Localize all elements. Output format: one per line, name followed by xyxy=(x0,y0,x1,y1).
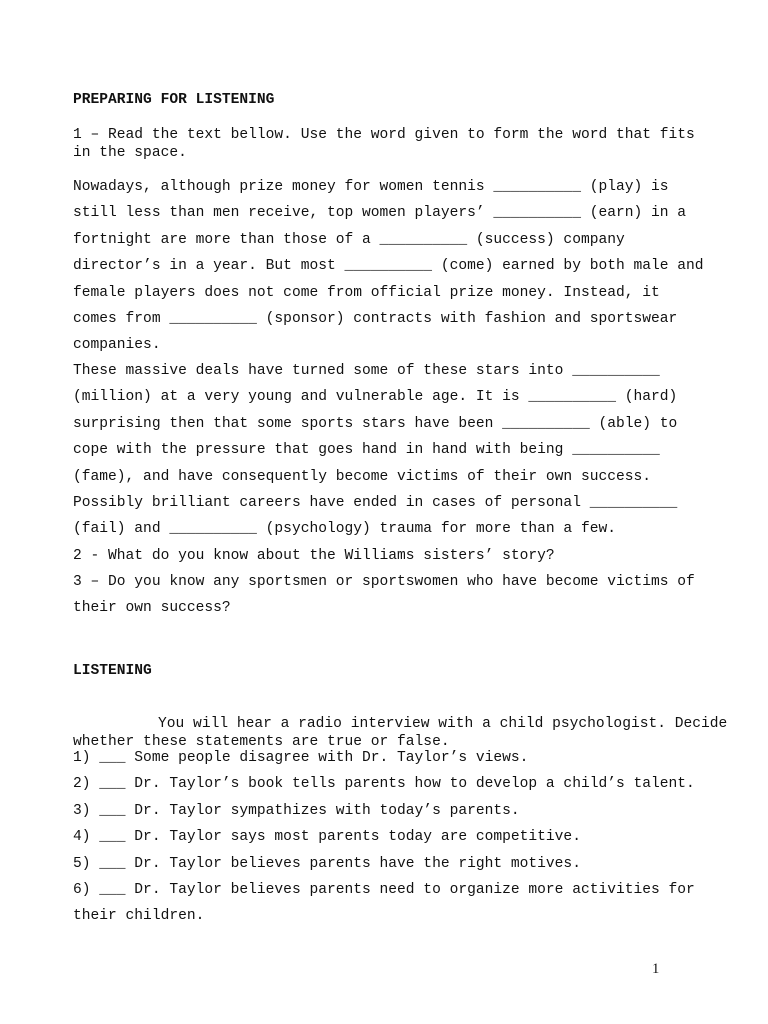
statement-6: 6) ___ Dr. Taylor believes parents need to organize more activities for their children. xyxy=(73,882,695,925)
statement-3: 3) ___ Dr. Taylor sympathizes with today’s parents. xyxy=(73,803,520,819)
task-1-instruction: 1 – Read the text bellow. Use the word given to form the word that fits in the space. xyxy=(73,127,695,161)
statement-1: 1) ___ Some people disagree with Dr. Taylor’s views. xyxy=(73,750,529,766)
gap-fill-passage-part-1: Nowadays, although prize money for women tennis __________ (play) is still less than men receive, top women players’ __________ (earn) in a fortnight are more than those of a __________ (success) company director’s in a year. But most __________ (come) earned by both male and female players does not come from official prize money. Instead, it comes from __________ (sponsor) contracts with fashion and sportswear companies. xyxy=(73,179,704,354)
listening-instruction-text: You will hear a radio interview with a child psychologist. Decide whether these statements are true or false. xyxy=(73,716,728,750)
statement-5: 5) ___ Dr. Taylor believes parents have the right motives. xyxy=(73,856,581,872)
task-2-question: 2 - What do you know about the Williams sisters’ story? xyxy=(73,548,555,564)
section-heading-preparing: PREPARING FOR LISTENING xyxy=(73,92,275,108)
statement-4: 4) ___ Dr. Taylor says most parents today are competitive. xyxy=(73,829,581,845)
section-heading-listening: LISTENING xyxy=(73,663,152,679)
gap-fill-passage-part-2: These massive deals have turned some of these stars into __________ (million) at a very young and vulnerable age. It is __________ (hard) surprising then that some sports stars have been __________ (able) to cope with the pressure that goes hand in hand with being __________ (fame), and have consequently become victims of their own success. Possibly brilliant careers have ended in cases of personal __________ (fail) and __________ (psychology) trauma for more than a few. xyxy=(73,363,678,538)
page-number: 1 xyxy=(652,961,660,977)
statement-2: 2) ___ Dr. Taylor’s book tells parents how to develop a child’s talent. xyxy=(73,776,695,792)
task-3-question: 3 – Do you know any sportsmen or sportswomen who have become victims of their own success? xyxy=(73,574,695,617)
